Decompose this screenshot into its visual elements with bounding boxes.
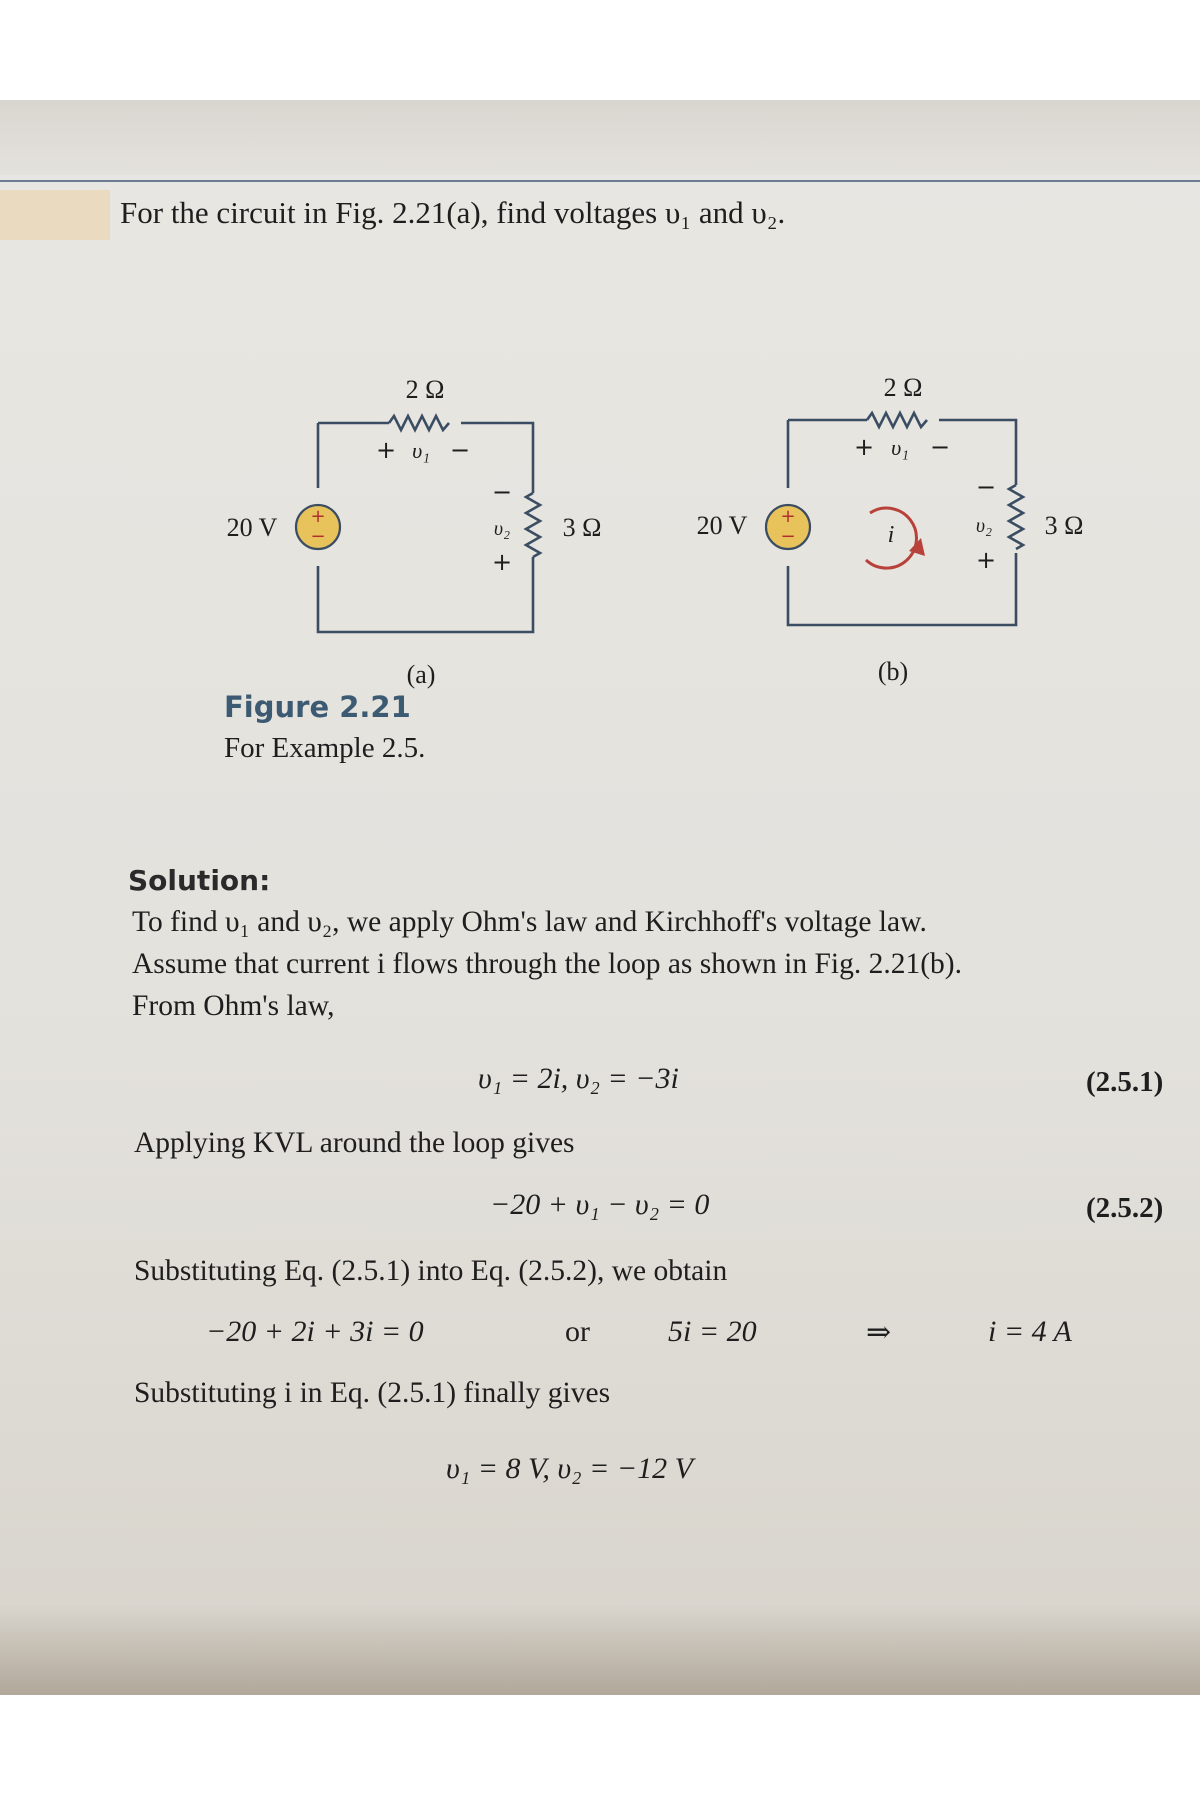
equation-or: or xyxy=(565,1315,590,1348)
resistor-a-top xyxy=(389,416,449,430)
v1-a-label: υ₁ xyxy=(412,438,430,463)
solution-line-2: Assume that current i flows through the loop as shown in Fig. 2.21(b). xyxy=(132,948,963,980)
page-top-shadow xyxy=(0,100,1200,175)
figure-caption: For Example 2.5. xyxy=(224,732,426,764)
textbook-page xyxy=(0,100,1200,1695)
source-b-plus: + xyxy=(780,506,796,527)
resistor-a-right xyxy=(526,493,540,557)
equation-2-5-2: −20 + υ₁ − υ₂ = 0 xyxy=(490,1188,710,1221)
resistor-b-right-label: 3 Ω xyxy=(1044,511,1084,540)
problem-statement: For the circuit in Fig. 2.21(a), find voltages υ₁ and υ₂. xyxy=(120,195,786,230)
resistor-b-top-label: 2 Ω xyxy=(883,373,923,402)
solution-heading: Solution: xyxy=(128,864,271,897)
v2-a-plus: + xyxy=(491,548,513,576)
v2-a-label: υ₂ xyxy=(493,518,511,540)
equation-sum: −20 + 2i + 3i = 0 xyxy=(206,1315,424,1348)
kvl-sentence: Applying KVL around the loop gives xyxy=(134,1127,575,1159)
equation-5i: 5i = 20 xyxy=(668,1315,757,1348)
v2-b-label: υ₂ xyxy=(975,515,993,537)
v1-b-label: υ₁ xyxy=(891,435,909,460)
implies-arrow: ⇒ xyxy=(866,1316,892,1349)
solution-line-3: From Ohm's law, xyxy=(132,990,335,1022)
figure-title: Figure 2.21 xyxy=(224,690,411,724)
source-b-minus: − xyxy=(780,526,796,547)
v1-b-plus: + xyxy=(853,433,875,461)
equation-2-5-1: υ₁ = 2i, υ₂ = −3i xyxy=(478,1062,679,1095)
resistor-a-top-label: 2 Ω xyxy=(405,375,445,404)
source-a-label: 20 V xyxy=(226,513,278,542)
v1-a-minus: − xyxy=(449,436,471,464)
resistor-b-top xyxy=(867,413,927,427)
current-label: i xyxy=(887,522,895,548)
source-b-label: 20 V xyxy=(696,511,748,540)
page-bottom-shadow xyxy=(0,1605,1200,1695)
equation-number-2-5-1: (2.5.1) xyxy=(1086,1066,1164,1098)
v2-b-plus: + xyxy=(975,546,997,574)
final-sentence: Substituting i in Eq. (2.5.1) finally gives xyxy=(134,1377,611,1409)
v1-b-minus: − xyxy=(929,433,951,461)
circuit-figure xyxy=(0,280,1200,710)
circuit-b-caption: (b) xyxy=(877,657,909,686)
solution-line-1: To find υ₁ and υ₂, we apply Ohm's law and Kirchhoff's voltage law. xyxy=(132,906,927,938)
source-a-plus: + xyxy=(310,506,326,527)
margin-band xyxy=(0,190,110,240)
source-a-minus: − xyxy=(310,526,326,547)
section-rule xyxy=(0,180,1200,182)
v2-a-minus: − xyxy=(491,478,513,506)
current-result: i = 4 A xyxy=(988,1315,1072,1348)
equation-number-2-5-2: (2.5.2) xyxy=(1086,1192,1164,1224)
resistor-a-right-label: 3 Ω xyxy=(562,513,602,542)
resistor-b-right xyxy=(1009,485,1023,549)
final-answer: υ₁ = 8 V, υ₂ = −12 V xyxy=(446,1452,693,1485)
circuit-a-caption: (a) xyxy=(406,660,436,689)
substitution-sentence: Substituting Eq. (2.5.1) into Eq. (2.5.2), we obtain xyxy=(134,1255,728,1287)
v2-b-minus: − xyxy=(975,473,997,501)
v1-a-plus: + xyxy=(375,436,397,464)
